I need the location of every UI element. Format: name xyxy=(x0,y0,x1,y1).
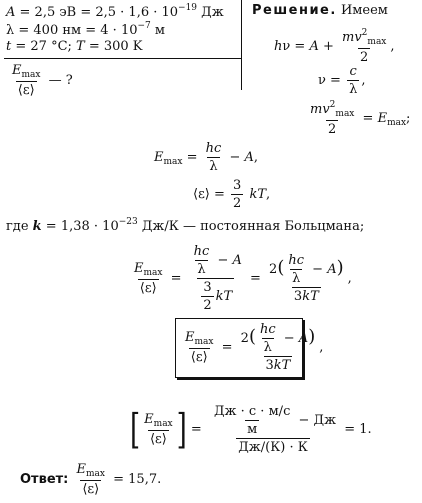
dimension-check: [ $\frac{E_{max}}{⟨\varepsilon⟩}$ ] = $\frac{Дж \cdot с \cdot м/с}{м}$ − Дж Дж/(К) · К = 1. xyxy=(130,404,372,455)
given-find: $\frac{E_{max}}{⟨\varepsilon⟩}$ — ? xyxy=(12,63,73,98)
equation-emax: $E_{max}$ = $\frac{hc}{\lambda}$ − A, xyxy=(154,141,259,174)
given-line-2: λ = 400 нм = $4 \cdot 10^{-7}$ м xyxy=(6,21,166,38)
given-vertical-rule xyxy=(241,0,242,90)
final-formula: $\frac{E_{max}}{⟨\varepsilon⟩}$ = 2( $\frac{hc}{\lambda}$ − A) 3kT , xyxy=(185,322,324,373)
equation-mean-energy: ⟨ε⟩ = $\frac{3}{2}$ kT, xyxy=(193,178,271,211)
given-line-1: A = 2,5 эВ = $2,5 \cdot 1,6 \cdot 10^{-19}$ Дж xyxy=(6,3,224,20)
given-separator xyxy=(4,58,242,59)
equation-ratio: $\frac{E_{max}}{⟨\varepsilon⟩}$ = $\frac{hc}{\lambda}$ − A $\frac{3}{2}$ kT = 2( $\frac{hc}{\lambda}$ − A) 3kT , xyxy=(134,244,352,313)
answer: Ответ: $\frac{E_{max}}{⟨\varepsilon⟩}$ = 15,7. xyxy=(20,462,162,497)
equation-kinetic: $\frac{mv^2_{max}}{2}$ = $E_{max}$; xyxy=(310,100,411,137)
boltzmann-note: где $k = 1,38 \cdot 10^{-23}$ Дж/К — постоянная Больцмана; xyxy=(6,217,365,234)
equation-energy: hν = A + $\frac{mv^2_{max}}{2}$ , xyxy=(274,28,395,65)
given-line-3: t = 27 °C; T = 300 K xyxy=(6,39,143,54)
equation-frequency: ν = $\frac{c}{\lambda}$ , xyxy=(318,64,366,97)
solution-header: Решение. Имеем xyxy=(252,3,388,18)
